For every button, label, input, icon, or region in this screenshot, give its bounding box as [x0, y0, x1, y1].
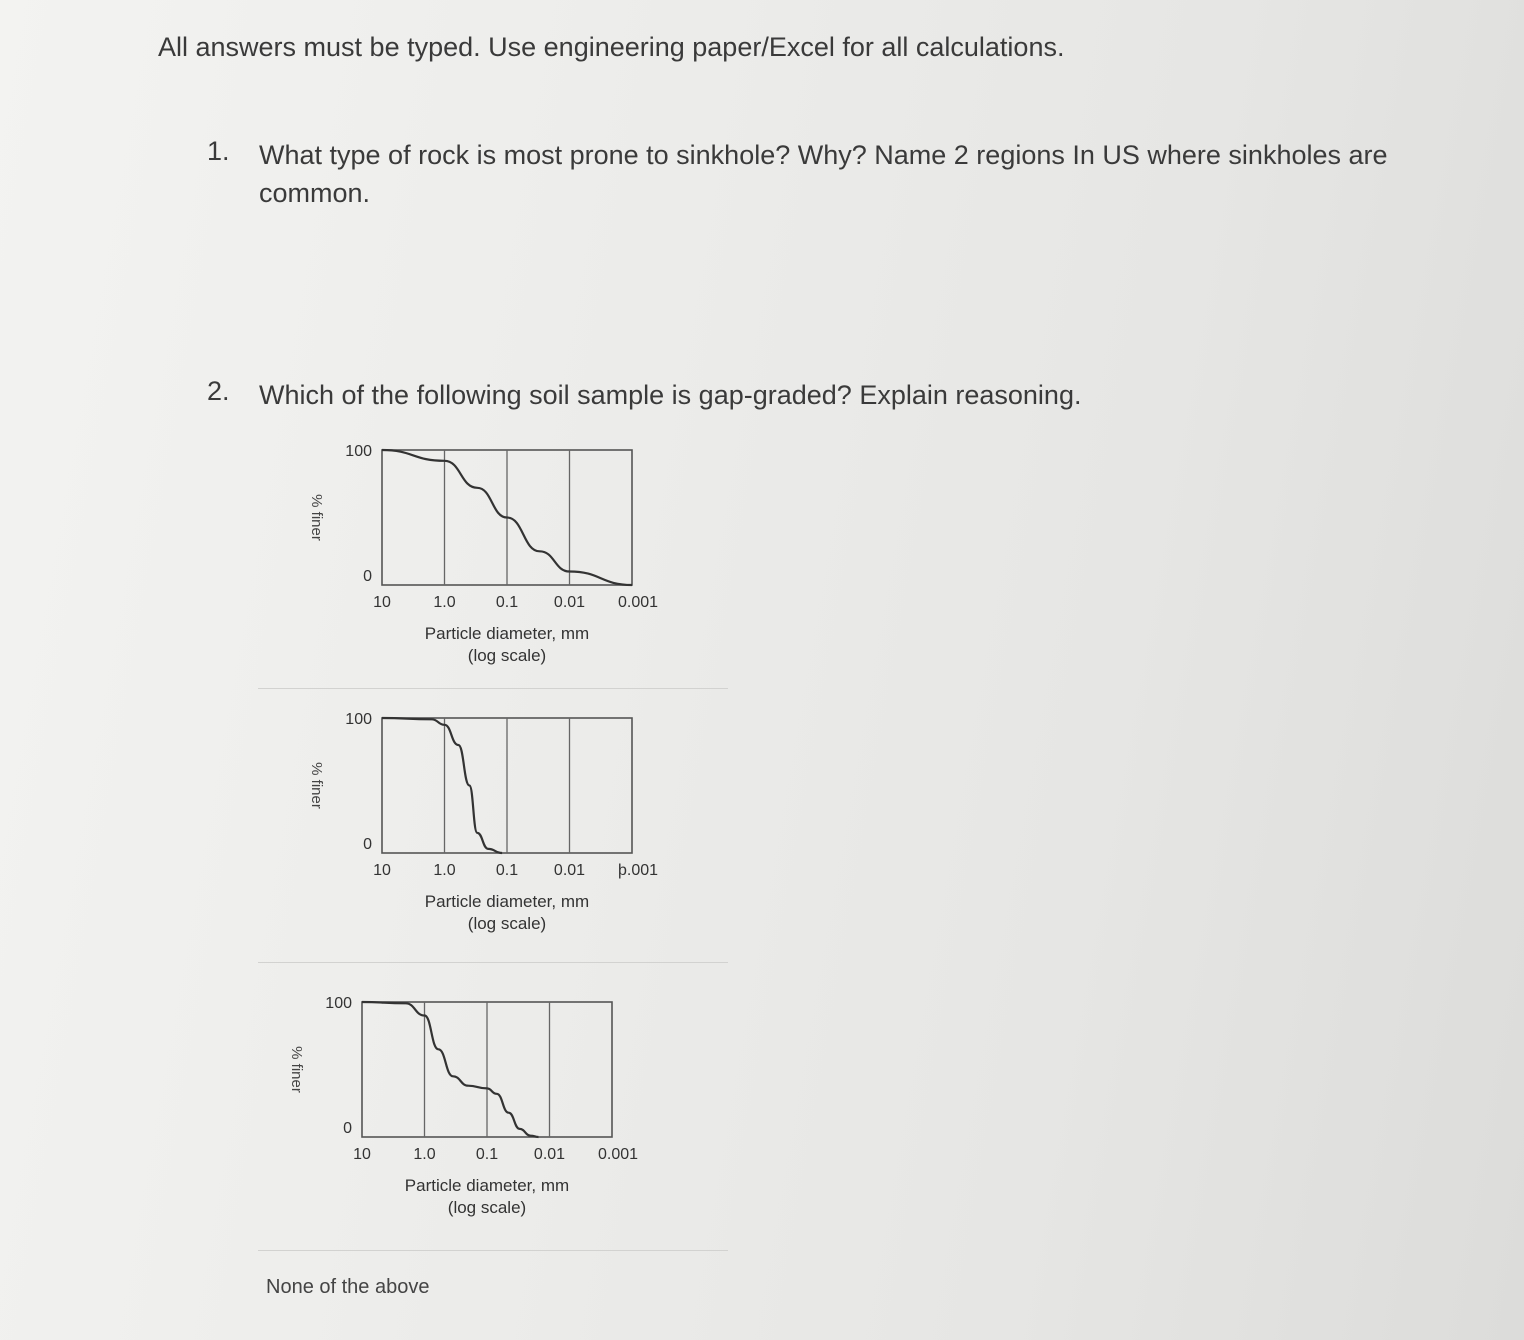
x-tick-label: 0.1	[495, 594, 519, 611]
gradation-chart-c-svg	[270, 988, 660, 1228]
gradation-chart-c[interactable]	[270, 988, 660, 1233]
x-tick-label: 1.0	[413, 1146, 436, 1163]
x-tick-label: 0.01	[533, 1146, 566, 1163]
question-1-number: 1.	[207, 136, 230, 166]
question-2-text: Which of the following soil sample is gap-graded? Explain reasoning.	[259, 380, 1082, 410]
question-2-number: 2.	[207, 376, 230, 406]
x-axis-label: Particle diameter, mm	[424, 624, 590, 643]
x-tick-label: 0.01	[553, 594, 586, 611]
gradation-chart-a-svg	[290, 436, 680, 676]
x-tick-label: 10	[373, 862, 391, 879]
x-tick-label: 1.0	[433, 594, 456, 611]
x-axis-sublabel: (log scale)	[467, 646, 547, 665]
x-axis-label: Particle diameter, mm	[404, 1176, 570, 1195]
y-tick-label: 100	[345, 711, 372, 728]
y-axis-label: % finer	[308, 762, 325, 809]
instructions-text: All answers must be typed. Use engineering paper/Excel for all calculations.	[158, 32, 1065, 62]
gradation-curve	[362, 1002, 539, 1137]
x-axis-sublabel: (log scale)	[447, 1198, 527, 1217]
gradation-curve	[382, 718, 502, 853]
x-tick-label: 0.001	[597, 1146, 639, 1163]
gradation-chart-b-svg	[290, 704, 680, 944]
y-axis-label: % finer	[308, 494, 325, 541]
option-divider	[258, 1250, 728, 1251]
y-tick-label: 100	[345, 443, 372, 460]
y-tick-label: 0	[363, 836, 372, 853]
x-tick-label: 10	[353, 1146, 371, 1163]
option-none-of-the-above[interactable]: None of the above	[266, 1276, 430, 1298]
y-tick-label: 100	[325, 995, 352, 1012]
x-tick-label: 1.0	[433, 862, 456, 879]
option-divider	[258, 688, 728, 689]
question-1-text: What type of rock is most prone to sinkhole? Why? Name 2 regions In US where sinkholes are common.	[259, 140, 1388, 208]
y-tick-label: 0	[363, 568, 372, 585]
option-divider	[258, 962, 728, 963]
gradation-chart-a[interactable]	[290, 436, 680, 681]
x-tick-label: 0.1	[475, 1146, 499, 1163]
x-axis-sublabel: (log scale)	[467, 914, 547, 933]
x-tick-label: 10	[373, 594, 391, 611]
y-tick-label: 0	[343, 1120, 352, 1137]
x-tick-label: þ.001	[617, 862, 659, 879]
gradation-chart-b[interactable]	[290, 704, 680, 949]
x-tick-label: 0.01	[553, 862, 586, 879]
y-axis-label: % finer	[288, 1046, 305, 1093]
x-tick-label: 0.001	[617, 594, 659, 611]
x-tick-label: 0.1	[495, 862, 519, 879]
x-axis-label: Particle diameter, mm	[424, 892, 590, 911]
